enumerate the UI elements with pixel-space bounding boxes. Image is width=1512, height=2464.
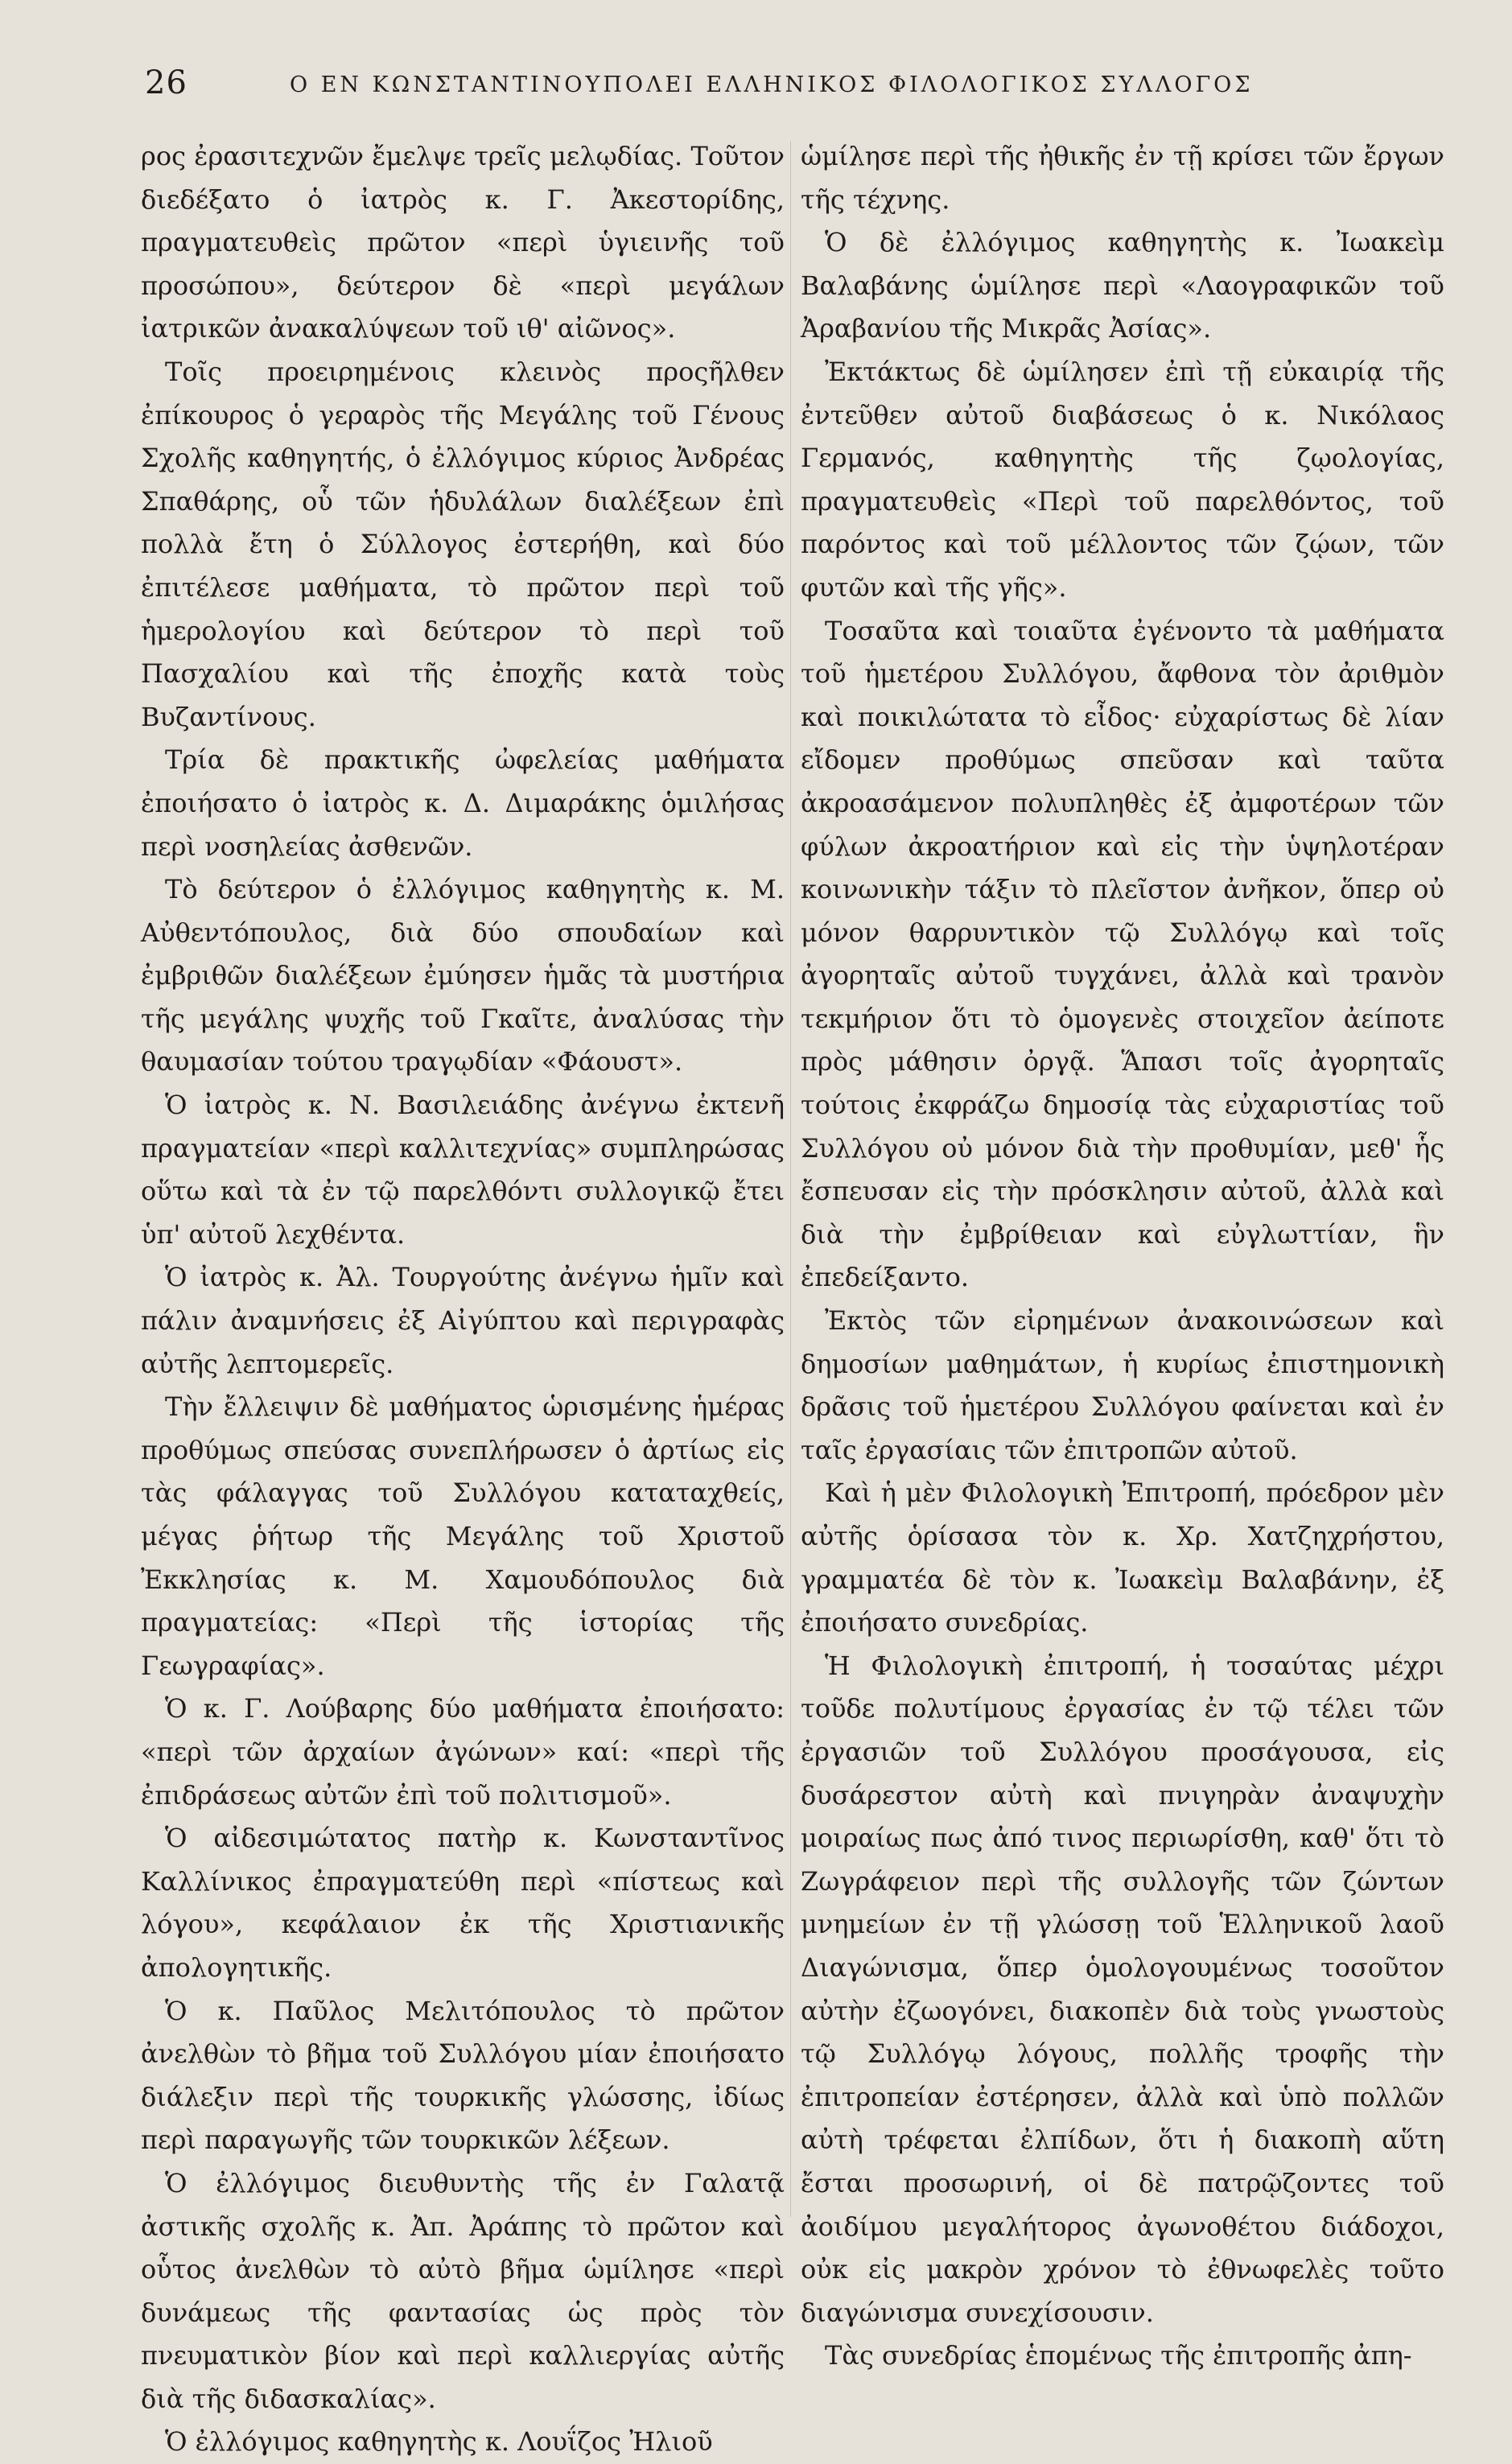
paragraph: ὡμίλησε περὶ τῆς ἠθικῆς ἐν τῇ κρίσει τῶν ἔργων τῆς τέχνης. xyxy=(801,141,1444,215)
paragraph: Ὁ ἰατρὸς κ. Ν. Βασιλειάδης ἀνέγνω ἐκτενῆ πραγματείαν «περὶ καλλιτεχνίας» συμπληρώσας οὕτω καὶ τὰ ἐν τῷ παρελθόντι συλλογικῷ ἔτει ὑπ' αὐτοῦ λεχθέντα. xyxy=(141,1090,785,1250)
right-column xyxy=(801,135,1444,2371)
paragraph: Ὁ κ. Γ. Λούβαρης δύο μαθήματα ἐποιήσατο: «περὶ τῶν ἀρχαίων ἀγώνων» καί: «περὶ τῆς ἐπιδράσεως αὐτῶν ἐπὶ τοῦ πολιτισμοῦ». xyxy=(141,1693,785,1811)
paragraph: Τὴν ἔλλειψιν δὲ μαθήματος ὡρισμένης ἡμέρας προθύμως σπεύσας συνεπλήρωσεν ὁ ἀρτίως εἰς τὰς φάλαγγας τοῦ Συλλόγου καταταχθείς, μέγας ῥήτωρ τῆς Μεγάλης τοῦ Χριστοῦ Ἐκκλησίας κ. Μ. Χαμουδόπουλος διὰ πραγματείας: «Περὶ τῆς ἱστορίας τῆς Γεωγραφίας». xyxy=(141,1391,785,1681)
left-column xyxy=(141,135,785,2458)
paragraph: Ἐκτὸς τῶν εἰρημένων ἀνακοινώσεων καὶ δημοσίων μαθημάτων, ἡ κυρίως ἐπιστημονικὴ δρᾶσις τοῦ ἡμετέρου Συλλόγου φαίνεται καὶ ἐν ταῖς ἐργασίαις τῶν ἐπιτροπῶν αὐτοῦ. xyxy=(801,1305,1444,1465)
paragraph: Ὁ ἐλλόγιμος καθηγητὴς κ. Λουΐζος Ἠλιοῦ xyxy=(165,2426,713,2458)
paragraph: Καὶ ἡ μὲν Φιλολογικὴ Ἐπιτροπή, πρόεδρον μὲν αὐτῆς ὁρίσασα τὸν κ. Χρ. Χατζηχρήστου, γραμματέα δὲ τὸν κ. Ἰωακεὶμ Βαλαβάνην, ἐξ ἐποιήσατο συνεδρίας. xyxy=(801,1477,1444,1638)
paragraph: ρος ἐρασιτεχνῶν ἔμελψε τρεῖς μελῳδίας. Τοῦτον διεδέξατο ὁ ἰατρὸς κ. Γ. Ἀκεστορίδης, πραγματευθεὶς πρῶτον «περὶ ὑγιεινῆς τοῦ προσώπου», δεύτερον δὲ «περὶ μεγάλων ἰατρικῶν ἀνακαλύψεων τοῦ ιθ' αἰῶνος». xyxy=(141,141,785,344)
paragraph: Ἐκτάκτως δὲ ὡμίλησεν ἐπὶ τῇ εὐκαιρίᾳ τῆς ἐντεῦθεν αὐτοῦ διαβάσεως ὁ κ. Νικόλαος Γερμανός, καθηγητὴς τῆς ζῳολογίας, πραγματευθεὶς «Περὶ τοῦ παρελθόντος, τοῦ παρόντος καὶ τοῦ μέλλοντος τῶν ζῴων, τῶν φυτῶν καὶ τῆς γῆς». xyxy=(801,356,1444,603)
paragraph: Ὁ ἰατρὸς κ. Ἀλ. Τουργούτης ἀνέγνω ἡμῖν καὶ πάλιν ἀναμνήσεις ἐξ Αἰγύπτου καὶ περιγραφὰς αὐτῆς λεπτομερεῖς. xyxy=(141,1262,785,1379)
column-divider xyxy=(790,141,791,2217)
paragraph: Τὰς συνεδρίας ἑπομένως τῆς ἐπιτροπῆς ἀπη- xyxy=(825,2340,1412,2371)
paragraph: Ὁ δὲ ἐλλόγιμος καθηγητὴς κ. Ἰωακεὶμ Βαλαβάνης ὡμίλησε περὶ «Λαογραφικῶν τοῦ Ἀραβανίου τῆς Μικρᾶς Ἀσίας». xyxy=(801,227,1444,344)
paragraph: Τρία δὲ πρακτικῆς ὠφελείας μαθήματα ἐποιήσατο ὁ ἰατρὸς κ. Δ. Διμαράκης ὁμιλήσας περὶ νοσηλείας ἀσθενῶν. xyxy=(141,744,785,862)
paragraph: Τοσαῦτα καὶ τοιαῦτα ἐγένοντο τὰ μαθήματα τοῦ ἡμετέρου Συλλόγου, ἄφθονα τὸν ἀριθμὸν καὶ ποικιλώτατα τὸ εἶδος· εὐχαρίστως δὲ λίαν εἴδομεν προθύμως σπεῦσαν καὶ ταῦτα ἀκροασάμενον πολυπληθὲς ἐξ ἀμφοτέρων τῶν φύλων ἀκροατήριον καὶ εἰς τὴν ὑψηλοτέραν κοινωνικὴν τάξιν τὸ πλεῖστον ἀνῆκον, ὅπερ οὐ μόνον θαρρυντικὸν τῷ Συλλόγῳ καὶ τοῖς ἀγορηταῖς αὐτοῦ τυγχάνει, ἀλλὰ καὶ τρανὸν τεκμήριον ὅτι τὸ ὁμογενὲς στοιχεῖον ἀείποτε πρὸς μάθησιν ὀργᾷ. Ἅπασι τοῖς ἀγορηταῖς τούτοις ἐκφράζω δημοσίᾳ τὰς εὐχαριστίας τοῦ Συλλόγου οὐ μόνον διὰ τὴν προθυμίαν, μεθ' ἧς ἔσπευσαν εἰς τὴν πρόσκλησιν αὐτοῦ, ἀλλὰ καὶ διὰ τὴν ἐμβρίθειαν καὶ εὐγλωττίαν, ἣν ἐπεδείξαντο. xyxy=(801,615,1444,1293)
page-number: 26 xyxy=(145,64,187,101)
paragraph: Ὁ αἰδεσιμώτατος πατὴρ κ. Κωνσταντῖνος Καλλίνικος ἐπραγματεύθη περὶ «πίστεως καὶ λόγου», κεφάλαιον ἐκ τῆς Χριστιανικῆς ἀπολογητικῆς. xyxy=(141,1823,785,1983)
running-header xyxy=(121,63,1376,111)
paragraph: Τὸ δεύτερον ὁ ἐλλόγιμος καθηγητὴς κ. Μ. Αὐθεντόπουλος, διὰ δύο σπουδαίων καὶ ἐμβριθῶν διαλέξεων ἐμύησεν ἡμᾶς τὰ μυστήρια τῆς μεγάλης ψυχῆς τοῦ Γκαῖτε, ἀναλύσας τὴν θαυμασίαν τούτου τραγῳδίαν «Φάουστ». xyxy=(141,874,785,1077)
paragraph: Ὁ ἐλλόγιμος διευθυντὴς τῆς ἐν Γαλατᾷ ἀστικῆς σχολῆς κ. Ἀπ. Ἀράπης τὸ πρῶτον καὶ οὗτος ἀνελθὼν τὸ αὐτὸ βῆμα ὡμίλησε «περὶ δυνάμεως τῆς φαντασίας ὡς πρὸς τὸν πνευματικὸν βίον καὶ περὶ καλλιεργίας αὐτῆς διὰ τῆς διδασκαλίας». xyxy=(141,2167,785,2414)
paragraph: Ὁ κ. Παῦλος Μελιτόπουλος τὸ πρῶτον ἀνελθὼν τὸ βῆμα τοῦ Συλλόγου μίαν ἐποιήσατο διάλεξιν περὶ τῆς τουρκικῆς γλώσσης, ἰδίως περὶ παραγωγῆς τῶν τουρκικῶν λέξεων. xyxy=(141,1995,785,2156)
paragraph: Ἡ Φιλολογικὴ ἐπιτροπή, ἡ τοσαύτας μέχρι τοῦδε πολυτίμους ἐργασίας ἐν τῷ τέλει τῶν ἐργασιῶν τοῦ Συλλόγου προσάγουσα, εἰς δυσάρεστον αὐτὴ καὶ πνιγηρὰν ἀναψυχὴν μοιραίως πως ἀπό τινος περιωρίσθη, καθ' ὅτι τὸ Ζωγράφειον περὶ τῆς συλλογῆς τῶν ζώντων μνημείων ἐν τῇ γλώσσῃ τοῦ Ἑλληνικοῦ λαοῦ Διαγώνισμα, ὅπερ ὁμολογουμένως τοσοῦτον αὐτὴν ἐζωογόνει, διακοπὲν διὰ τοὺς γνωστοὺς τῷ Συλλόγῳ λόγους, πολλῆς τροφῆς τὴν ἐπιτροπείαν ἐστέρησεν, ἀλλὰ καὶ ὑπὸ πολλῶν αὐτὴ τρέφεται ἐλπίδων, ὅτι ἡ διακοπὴ αὕτη ἔσται προσωρινή, οἱ δὲ πατρῷζοντες τοῦ ἀοιδίμου μεγαλήτορος ἀγωνοθέτου διάδοχοι, οὐκ εἰς μακρὸν χρόνον τὸ ἐθνωφελὲς τοῦτο διαγώνισμα συνεχίσουσιν. xyxy=(801,1650,1444,2328)
running-title: Ο ΕΝ ΚΩΝΣΤΑΝΤΙΝΟΥΠΟΛΕΙ ΕΛΛΗΝΙΚΟΣ ΦΙΛΟΛΟΓΙΚΟΣ ΣΥΛΛΟΓΟΣ xyxy=(290,72,1254,97)
paragraph: Τοῖς προειρημένοις κλεινὸς προςῆλθεν ἐπίκουρος ὁ γεραρὸς τῆς Μεγάλης τοῦ Γένους Σχολῆς καθηγητής, ὁ ἐλλόγιμος κύριος Ἀνδρέας Σπαθάρης, οὗ τῶν ἡδυλάλων διαλέξεων ἐπὶ πολλὰ ἔτη ὁ Σύλλογος ἐστερήθη, καὶ δύο ἐπιτέλεσε μαθήματα, τὸ πρῶτον περὶ τοῦ ἡμερολογίου καὶ δεύτερον τὸ περὶ τοῦ Πασχαλίου καὶ τῆς ἐποχῆς κατὰ τοὺς Βυζαντίνους. xyxy=(141,356,785,732)
